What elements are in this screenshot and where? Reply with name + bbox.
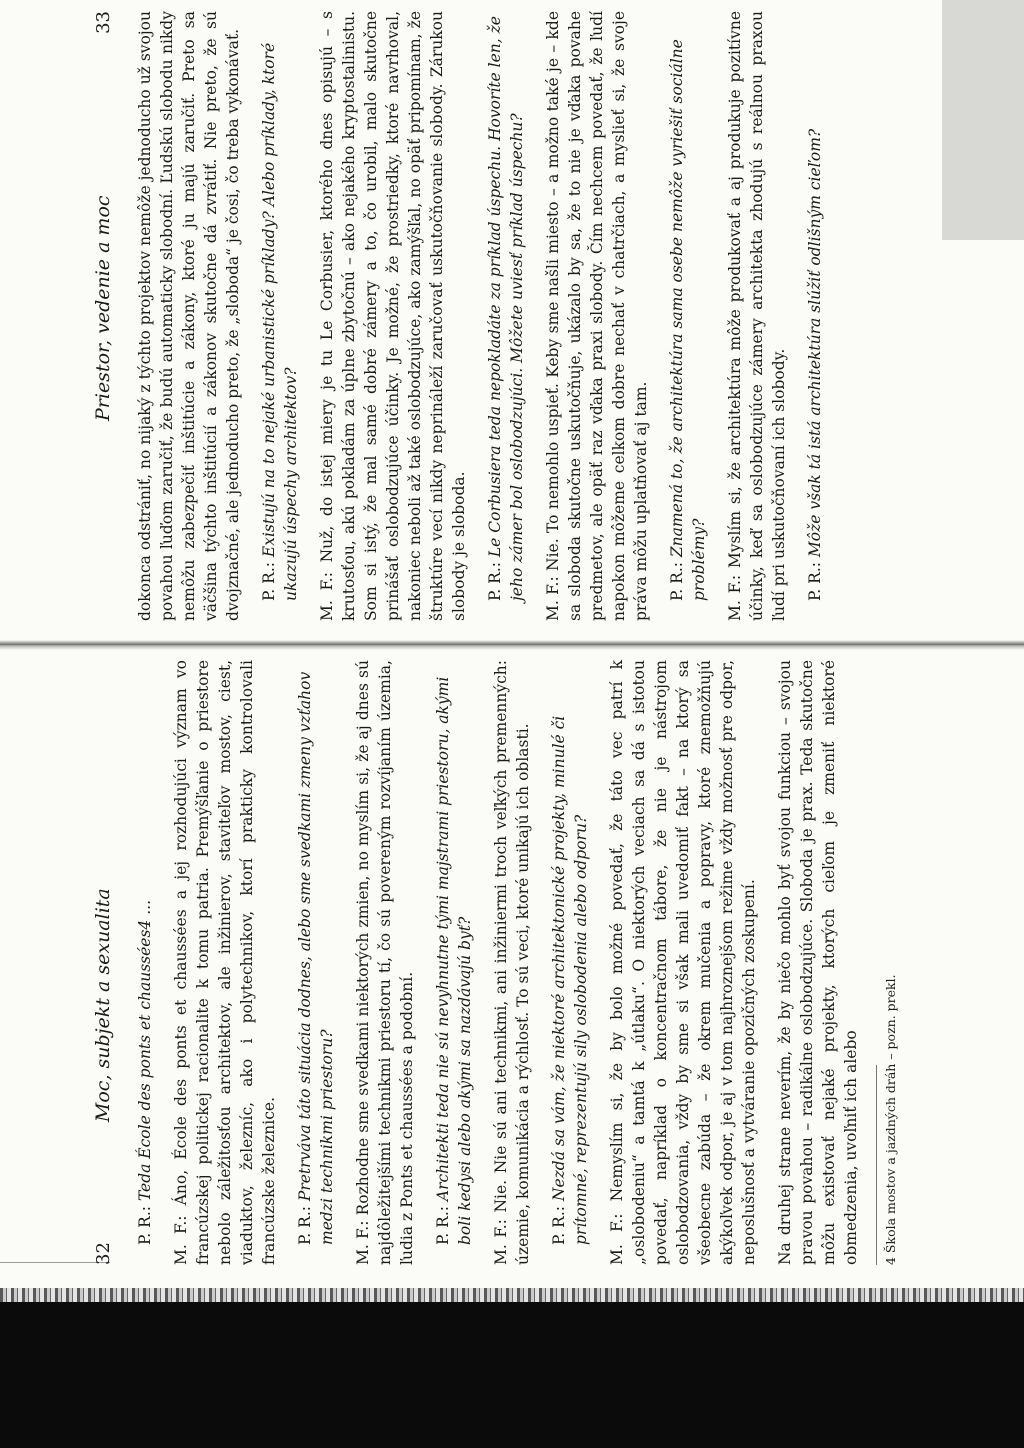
- interviewer-question: [294, 660, 338, 1245]
- interviewer-question: [484, 11, 528, 601]
- answer-paragraph: M. F.: Nie. To nemohlo uspieť. Keby sme našli miesto – a možno také je – kde sa sloboda skutočne uskutočňuje, ukázalo by sa, že to nie je vďaka povahe predmetov, ale opäť raz vďaka praxi slobody. Čím nechcem povedať, že ľudí napokon môžeme celkom dobre nechať v chatrčiach, a myslieť si, že svoje práva môžu uplatňovať aj tam.: [544, 11, 650, 621]
- answer-paragraph: M. F.: Nemyslím si, že by bolo možné povedať, že táto vec patrí k „oslobodeniu“ a tamtá k „útlaku“. O niektorých veciach sa dá s istotou povedať, napríklad o koncentračnom tábore, že nie je nástrojom oslobodzovania, vždy by sme si však mali uvedomiť fakt – na ktorý sa všeobecne zabúda – že okrem mučenia a popravy, ktoré znemožňujú akýkoľvek odpor, je aj v tom najhroznejšom režime vždy možnosť pre odpor, neposlušnosť a vytváranie opozičných zoskupení.: [608, 660, 758, 1265]
- question-text: Nezdá sa vám, že niektoré architektonické projekty, minulé či prítomné, reprezentujú sily oslobodenia alebo odporu?: [550, 715, 590, 1245]
- answer-paragraph: M. F.: Nuž, do istej miery je tu Le Corbusier, ktorého dnes opisujú – s krutosťou, akú pokladám za úplne zbytočnú – ako nejakého kryptostalinistu. Som si istý, že mal samé dobré zámery a to, čo urobil, malo skutočne prinášať oslobodzujúce účinky. Je možné, že prostriedky, ktoré navrhoval, nakoniec neboli až také oslobodzujúce, ako zamýšľal, no opäť pripomínam, že štruktúre vecí nikdy neprináleží zaručovať uskutočňovanie slobody. Zárukou slobody je sloboda.: [318, 11, 468, 621]
- speaker-label: P. R.:: [434, 1201, 452, 1245]
- interviewer-question: [134, 660, 156, 1245]
- running-head: Moc, subjekt a sexualita: [92, 888, 114, 1123]
- running-head: Priestor, vedenie a moc: [92, 195, 114, 421]
- interviewer-question: [666, 11, 710, 601]
- speaker-label: P. R.:: [296, 1201, 314, 1245]
- interviewer-question: [804, 11, 826, 601]
- question-text: Le Corbusiera teda nepokladáte za príklad úspechu. Hovoríte len, že jeho zámer bol oslobodzujúci. Môžete uviesť príklad úspechu?: [486, 16, 526, 601]
- page-33: [92, 11, 962, 621]
- scan-black-margin: [0, 1302, 1024, 1448]
- speaker-label: P. R.:: [260, 557, 278, 601]
- page-32: [92, 660, 1024, 1265]
- question-text: Pretrváva táto situácia dodnes, alebo sme svedkami zmeny vzťahov medzi technikmi priestoru?: [296, 671, 336, 1245]
- page-number: 32: [93, 1242, 114, 1265]
- question-text: Teda École des ponts et chaussées4 ...: [136, 900, 154, 1202]
- page-header: [92, 11, 114, 621]
- footnote: 4 Škola mostov a jazdných dráh – pozn. prekl.: [876, 1065, 898, 1265]
- interviewer-question: [258, 11, 302, 601]
- page-header: [92, 660, 114, 1265]
- question-text: Existujú na to nejaké urbanistické príklady? Alebo príklady, ktoré ukazujú úspechy architektov?: [260, 42, 300, 601]
- question-text: Môže však tá istá architektúra slúžiť odlišným cieľom?: [806, 128, 824, 558]
- answer-paragraph: dokonca odstrániť, no nijaký z týchto projektov nemôže jednoducho už svojou povahou ľuďom zaručiť, že budú automaticky slobodní. Ľudskú slobodu nikdy nemôžu zabezpečiť inštitúcie a zákony, ktoré ju majú zaručiť. Preto sa väčšina týchto inštitúcií a zákonov skutočne dá zvrátiť. Nie preto, že sú dvojznačné, ale jednoducho preto, že „sloboda“ je čosi, čo treba vykonávať.: [136, 11, 242, 621]
- interviewer-question: [548, 660, 592, 1245]
- book-gutter: [0, 640, 1024, 650]
- page-number: 33: [93, 11, 114, 34]
- speaker-label: P. R.:: [668, 557, 686, 601]
- interviewer-question: [432, 660, 476, 1245]
- speaker-label: P. R.:: [486, 557, 504, 601]
- page-body: [134, 11, 826, 621]
- answer-paragraph: M. F.: Áno, École des ponts et chaussées a jej rozhodujúci význam vo francúzskej politickej racionalite k tomu patria. Premýšľanie o priestore nebolo záležitosťou architektov, ale inžinierov, staviteľov mostov, ciest, viaduktov, železníc, ako i polytechnikov, ktorí prakticky kontrolovali francúzske železnice.: [172, 660, 278, 1265]
- speaker-label: P. R.:: [550, 1201, 568, 1245]
- speaker-label: P. R.:: [806, 557, 824, 601]
- question-text: Znamená to, že architektúra sama osebe nemôže vyriešiť sociálne problémy?: [668, 39, 708, 601]
- question-text: Architekti teda nie sú nevyhnutne tými majstrami priestoru, akými boli kedysi alebo akými sa nazdávajú byť?: [434, 676, 474, 1245]
- answer-paragraph: Na druhej strane neverím, že by niečo mohlo byť svojou funkciou – svojou pravou povahou – radikálne oslobodzujúce. Sloboda je prax. Teda skutočne môžu existovať nejaké projekty, ktorých cieľom je zmeniť niektoré obmedzenia, uvoľniť ich alebo: [776, 660, 860, 1265]
- page-body: [134, 660, 862, 1265]
- speaker-label: P. R.:: [136, 1201, 154, 1245]
- answer-paragraph: M. F.: Nie. Nie sú ani technikmi, ani inžiniermi troch veľkých premenných: územie, komunikácia a rýchlosť. To sú veci, ktoré unikajú ich oblasti.: [492, 660, 532, 1265]
- answer-paragraph: M. F.: Rozhodne sme svedkami niektorých zmien, no myslím si, že aj dnes sú najdôležitejšími technikmi priestoru tí, čo sú povereným rozvíjaním územia, ľudia z Ponts et chaussées a podobní.: [354, 660, 416, 1265]
- answer-paragraph: M. F.: Myslím si, že architektúra môže produkovať a aj produkuje pozitívne účinky, keď sa oslobodzujúce zámery architekta zhodujú s reálnou praxou ľudí pri uskutočňovaní ich slobody.: [726, 11, 788, 621]
- scan-noise-band: [0, 1288, 1024, 1302]
